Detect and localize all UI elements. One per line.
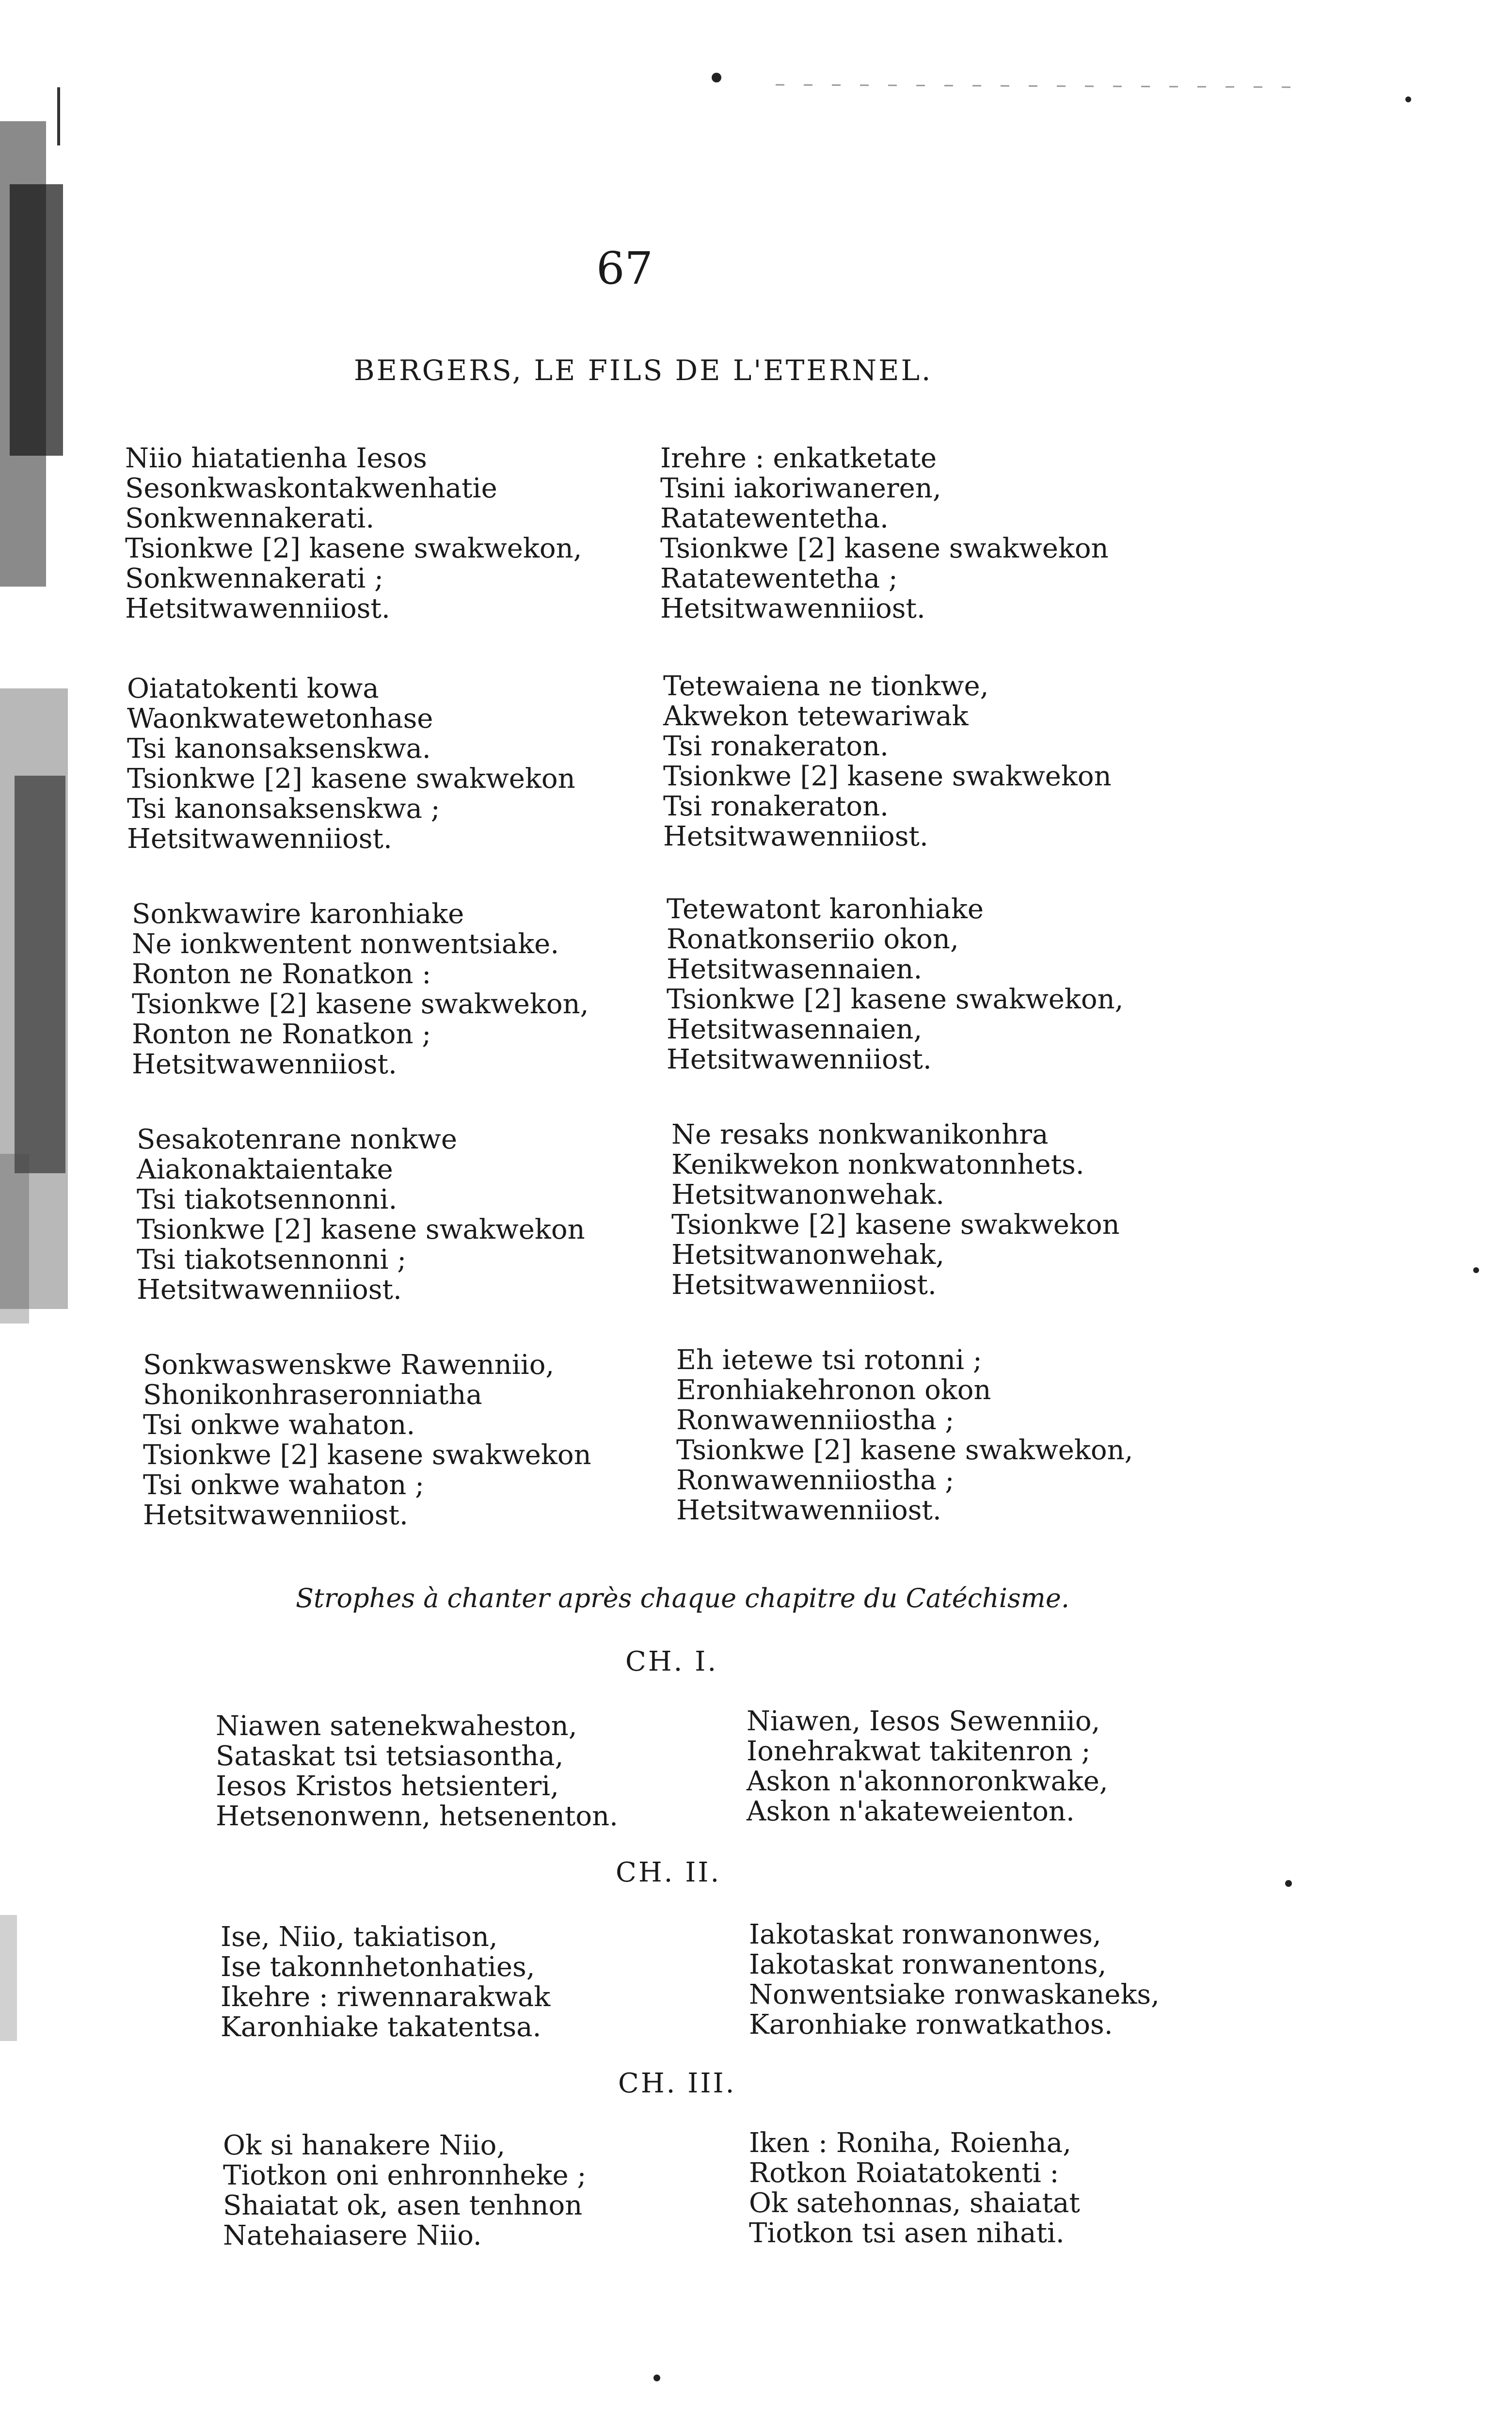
verse-line: Hetsitwawenniiost. (676, 1495, 941, 1526)
verse-line: Ratatewentetha. (660, 503, 889, 534)
verse-line: Askon n'akateweienton. (747, 1796, 1075, 1827)
verse-line: Hetsitwanonwehak. (671, 1179, 945, 1211)
page-number: 67 (596, 242, 653, 294)
verse-line: Hetsitwawenniiost. (667, 1044, 932, 1075)
verse-line: Sonkwawire karonhiake (132, 898, 464, 930)
verse-line: Ionehrakwat takitenron ; (747, 1736, 1091, 1767)
hymn-stanza (667, 894, 1123, 1075)
hymn-stanza (671, 1120, 1120, 1300)
chapter-heading: CH. III. (618, 2068, 736, 2099)
verse-line: Hetsitwawenniiost. (125, 593, 390, 624)
verse-line: Tsionkwe [2] kasene swakwekon (143, 1439, 591, 1471)
strophes-subtitle: Strophes à chanter après chaque chapitre du Catéchisme. (296, 1583, 1069, 1613)
verse-line: Tsi kanonsaksenskwa. (127, 733, 431, 765)
verse-line: Tsionkwe [2] kasene swakwekon, (676, 1435, 1133, 1466)
verse-line: Tsionkwe [2] kasene swakwekon (137, 1214, 585, 1245)
verse-line: Shonikonhraseronniatha (143, 1379, 482, 1411)
verse-line: Shaiatat ok, asen tenhnon (223, 2190, 583, 2221)
hymn-title: BERGERS, LE FILS DE L'ETERNEL. (354, 354, 933, 387)
verse-line: Iesos Kristos hetsienteri, (216, 1770, 559, 1802)
verse-line: Akwekon tetewariwak (663, 701, 969, 732)
verse-line: Ne resaks nonkwanikonhra (671, 1119, 1049, 1150)
chapter-stanza-right (749, 2128, 1080, 2249)
verse-line: Ratatewentetha ; (660, 563, 898, 594)
verse-line: Kenikwekon nonkwatonnhets. (671, 1149, 1084, 1180)
verse-line: Sesakotenrane nonkwe (137, 1124, 458, 1155)
verse-line: Hetsitwasennaien, (667, 1014, 923, 1045)
chapter-stanza-right (749, 1920, 1160, 2040)
verse-line: Sonkwennakerati ; (125, 563, 383, 594)
verse-line: Sonkwaswenskwe Rawenniio, (143, 1349, 555, 1381)
verse-line: Nonwentsiake ronwaskaneks, (749, 1979, 1160, 2010)
verse-line: Tetewatont karonhiake (667, 893, 984, 925)
verse-line: Tiotkon tsi asen nihati. (749, 2217, 1065, 2249)
verse-line: Iakotaskat ronwanentons, (749, 1949, 1107, 1980)
verse-line: Sataskat tsi tetsiasontha, (216, 1740, 564, 1772)
verse-line: Askon n'akonnoronkwake, (747, 1766, 1108, 1797)
verse-line: Ise, Niio, takiatison, (221, 1921, 498, 1953)
verse-line: Karonhiake ronwatkathos. (749, 2009, 1113, 2041)
verse-line: Niawen, Iesos Sewenniio, (747, 1706, 1100, 1737)
verse-line: Irehre : enkatketate (660, 443, 937, 474)
hymn-stanza (127, 674, 575, 854)
verse-line: Oiatatokenti kowa (127, 673, 379, 704)
chapter-stanza-left (221, 1922, 550, 2042)
verse-line: Tsionkwe [2] kasene swakwekon, (667, 984, 1124, 1015)
verse-line: Aiakonaktaientake (137, 1154, 393, 1185)
chapter-heading: CH. II. (616, 1857, 721, 1888)
verse-line: Natehaiasere Niio. (223, 2220, 482, 2251)
verse-line: Eh ietewe tsi rotonni ; (676, 1344, 982, 1376)
verse-line: Waonkwatewetonhase (127, 703, 433, 734)
verse-line: Tsionkwe [2] kasene swakwekon (127, 763, 575, 795)
chapter-heading: CH. I. (625, 1646, 718, 1677)
verse-line: Ronton ne Ronatkon ; (132, 1019, 431, 1050)
verse-line: Tiotkon oni enhronnheke ; (223, 2160, 587, 2191)
verse-line: Tsi kanonsaksenskwa ; (127, 793, 440, 825)
verse-line: Ise takonnhetonhaties, (221, 1951, 535, 1983)
verse-line: Hetsenonwenn, hetsenenton. (216, 1801, 618, 1832)
verse-line: Tsi tiakotsennonni. (137, 1184, 398, 1215)
verse-line: Tetewaiena ne tionkwe, (663, 670, 989, 702)
verse-line: Hetsitwawenniiost. (671, 1269, 937, 1301)
verse-line: Ronwawenniiostha ; (676, 1465, 955, 1496)
chapter-stanza-right (747, 1706, 1108, 1827)
verse-line: Tsionkwe [2] kasene swakwekon, (125, 533, 582, 564)
hymn-stanza (676, 1345, 1133, 1526)
verse-line: Hetsitwawenniiost. (143, 1499, 408, 1531)
hymn-stanza (137, 1125, 585, 1305)
verse-line: Tsi ronakeraton. (663, 731, 889, 762)
verse-line: Sesonkwaskontakwenhatie (125, 473, 497, 504)
verse-line: Ronatkonseriio okon, (667, 924, 959, 955)
chapter-stanza-left (223, 2131, 586, 2251)
verse-line: Hetsitwawenniiost. (663, 821, 928, 852)
verse-line: Ikehre : riwennarakwak (221, 1981, 551, 2013)
verse-line: Karonhiake takatentsa. (221, 2011, 541, 2043)
chapter-stanza-left (216, 1711, 618, 1832)
verse-line: Tsi onkwe wahaton. (143, 1409, 415, 1441)
hymn-stanza (125, 444, 582, 624)
verse-line: Hetsitwawenniiost. (660, 593, 925, 624)
verse-line: Tsi tiakotsennonni ; (137, 1244, 407, 1276)
verse-line: Tsi onkwe wahaton ; (143, 1469, 425, 1501)
verse-line: Ok satehonnas, shaiatat (749, 2187, 1080, 2219)
verse-line: Ronton ne Ronatkon : (132, 958, 431, 990)
verse-line: Niio hiatatienha Iesos (125, 443, 427, 474)
verse-line: Hetsitwawenniiost. (132, 1049, 397, 1080)
verse-line: Hetsitwasennaien. (667, 954, 923, 985)
verse-line: Ronwawenniiostha ; (676, 1404, 955, 1436)
verse-line: Tsini iakoriwaneren, (660, 473, 941, 504)
verse-line: Tsi ronakeraton. (663, 791, 889, 822)
verse-line: Tsionkwe [2] kasene swakwekon (660, 533, 1109, 564)
verse-line: Ok si hanakere Niio, (223, 2130, 506, 2161)
verse-line: Hetsitwawenniiost. (137, 1274, 402, 1306)
hymn-stanza (663, 671, 1112, 852)
verse-line: Eronhiakehronon okon (676, 1374, 991, 1406)
verse-line: Tsionkwe [2] kasene swakwekon (671, 1209, 1120, 1241)
verse-line: Ne ionkwentent nonwentsiake. (132, 928, 559, 960)
verse-line: Tsionkwe [2] kasene swakwekon, (132, 989, 589, 1020)
verse-line: Iken : Roniha, Roienha, (749, 2127, 1071, 2159)
verse-line: Hetsitwawenniiost. (127, 823, 392, 855)
verse-line: Tsionkwe [2] kasene swakwekon (663, 761, 1112, 792)
hymn-stanza (132, 899, 589, 1080)
verse-line: Rotkon Roiatatokenti : (749, 2157, 1059, 2189)
verse-line: Niawen satenekwaheston, (216, 1710, 577, 1742)
verse-line: Iakotaskat ronwanonwes, (749, 1919, 1101, 1950)
hymn-stanza (143, 1350, 591, 1531)
verse-line: Hetsitwanonwehak, (671, 1239, 945, 1271)
hymn-stanza (660, 444, 1109, 624)
verse-line: Sonkwennakerati. (125, 503, 375, 534)
